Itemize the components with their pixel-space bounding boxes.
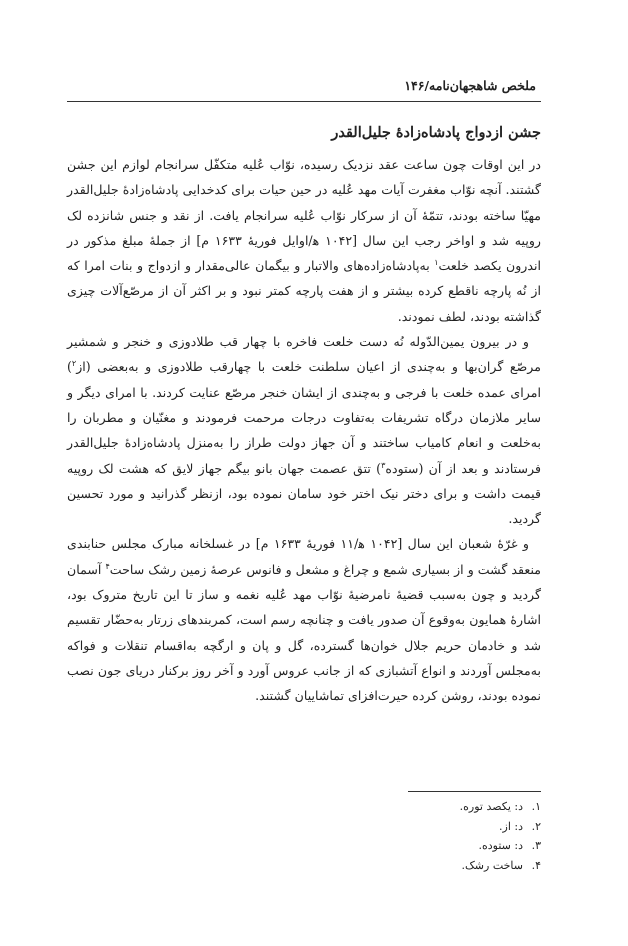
paragraph-1 [67, 152, 541, 329]
paragraph-2-text-cont2: ) تتق عصمت جهان بانو بیگم جهاز لایق که هشت لک روپیه قیمت داشت و برای دختر نیک اختر خود سامان نموده بود، ازنظر گذرانید و مورد تحسین گردید. [67, 460, 541, 527]
footnote-ref-3: ۳ [381, 460, 386, 470]
footnote-text: د: از. [499, 819, 523, 833]
running-header: ملخص شاهجهان‌نامه/۱۴۶ [404, 78, 536, 93]
paragraph-3 [67, 531, 541, 708]
paragraph-1-text-cont: به‌پادشاه‌زاده‌های والاتبار و بیگمان عالی‌مقدار و ازدواج و بنات امرا که از نُه پارچه ناقطع کرده بیشتر و از هفت پارچه کمتر نبود و بر اکثر آن از مرصّع‌آلات چیزی گذاشته بودند، لطف نمودند. [67, 258, 541, 324]
footnote-rule [408, 791, 541, 792]
footnote-item [241, 817, 541, 837]
footnote-item [241, 836, 541, 856]
footnote-number: ۲. [531, 819, 541, 833]
paragraph-2-text-cont: ) امرای عمده خلعت با فرجی و به‌چندی از ایشان خنجر مرصّع عنایت کردند. با امرای دیگر و سایر ملازمان درگاه تشریفات به‌تفاوت درجات مرحمت فرمودند و مغنّیان و مطربان را به‌خلعت و انعام کامیاب ساختند و آن جهاز دولت طراز را به‌منزل پادشاه‌زادۀ جلیل‌القدر فرستادند و بعد از آن (ستوده [67, 359, 542, 476]
footnote-ref-2: ۲ [71, 359, 77, 369]
paragraph-2 [67, 329, 541, 531]
paragraph-2-text: و در بیرون یمین‌الدّوله نُه دست خلعت فاخره با چهار قب طلادوزی و خنجر و شمشیر مرصّع گران‌بها و به‌چندی از اعیان سلطنت خلعت با چهارقب طلادوزی و به‌بعضی (از [67, 334, 541, 375]
footnote-text: د: یکصد توره. [459, 800, 523, 813]
footnote-text: ساخت رشک. [461, 858, 523, 872]
section-title: جشن ازدواج پادشاه‌زادۀ جلیل‌القدر [331, 124, 541, 141]
paragraph-3-text-cont: آسمان گردید و چون به‌سبب قضیۀ نامرضیۀ نوّاب مهد عُلیه نغمه و ساز تا این تاریخ متروک بود، اشارۀ همایون به‌وقوع آن صدور یافت و چنانچه رسم است، کمربندهای زرتار به‌حضّار تقسیم شد و خادمان حریم جلال خوان‌ها گسترده، گل و پان و ارگچه به‌اقسام تنقلات و فواکه به‌مجلس آوردند و انواع آتشبازی که از جانب عروس آورد و آخر روز برکنار دریای جون نصب نموده بودند، روشن کرده حیرت‌افزای تماشاییان گشتند. [67, 561, 541, 704]
paragraph-1-text: در این اوقات چون ساعت عقد نزدیک رسیده، نوّاب عُلیه متکفّل سرانجام لوازم این جشن گشتند. آنچه نوّاب مغفرت آیات مهد عُلیه در حین حیات برای کدخدایی پادشاه‌زادۀ جلیل‌القدر مهیّا ساخته بودند، تتمّۀ آن از سرکار نوّاب عُلیه سرانجام یافت. از نقد و جنس شانزده لک روپیه شد و اواخر رجب این سال [۱۰۴۲ ه‍/اوایل فوریۀ ۱۶۳۳ م] از جملۀ مبلغ مذکور در اندرون یکصد خلعت [67, 157, 542, 274]
footnote-ref-4: ۴ [105, 561, 110, 571]
footnote-ref-1: ۱ [434, 258, 439, 267]
footnote-number: ۴. [531, 858, 541, 872]
body-text [67, 152, 541, 709]
footnote-item [241, 797, 541, 817]
footnotes [241, 797, 541, 875]
footnote-number: ۳. [531, 839, 541, 853]
paragraph-3-text: و غرّۀ شعبان این سال [۱۰۴۲ ه‍/۱۱ فوریۀ ۱۶۳۳ م] در غسلخانه مبارک مجلس حنابندی منعقد گشت و از بسیاری شمع و چراغ و مشعل و فانوس عرصۀ زمین رشک ساحت [67, 536, 541, 577]
header-rule [67, 101, 541, 102]
footnote-item [241, 856, 541, 876]
footnote-number: ۱. [531, 800, 541, 813]
footnote-text: د: ستوده. [478, 839, 523, 853]
